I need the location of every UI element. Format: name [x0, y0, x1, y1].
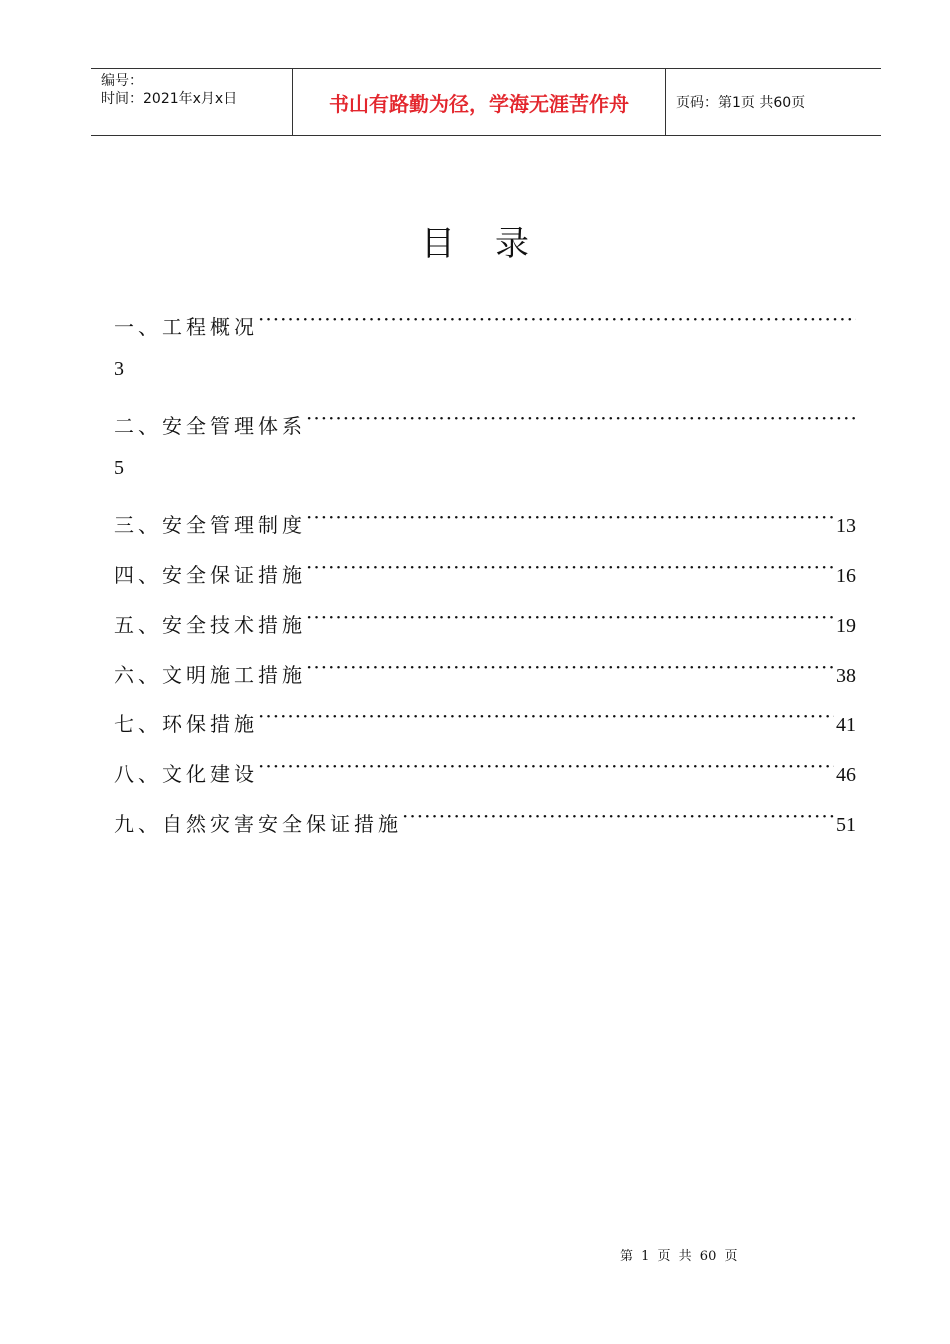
toc-item-label: 七、环保措施: [114, 712, 258, 736]
toc-item-page: 38: [836, 665, 856, 687]
time-label: 时间：2021年x月x日: [101, 91, 238, 107]
toc-leader-dots: [258, 751, 834, 781]
page-title: 目录: [421, 224, 569, 264]
toc-leader-dots: [306, 602, 834, 632]
serial-label: 编号：: [101, 73, 143, 89]
toc-item-label: 九、自然灾害安全保证措施: [114, 812, 402, 836]
page-header: [91, 68, 881, 136]
toc-item-page: 13: [836, 515, 856, 537]
toc-item-label: 三、安全管理制度: [114, 513, 306, 537]
toc-leader-dots: [306, 652, 834, 682]
toc-leader-dots: [402, 801, 834, 831]
toc-item-page: 3: [114, 358, 124, 380]
toc-item[interactable]: [114, 403, 856, 438]
toc-item[interactable]: [114, 701, 856, 736]
toc-item[interactable]: [114, 801, 856, 836]
toc-item[interactable]: [114, 502, 856, 537]
toc-item-page: 19: [836, 615, 856, 637]
header-motto: 书山有路勤为径，学海无涯苦作舟: [293, 69, 666, 135]
toc-item[interactable]: [114, 304, 856, 339]
toc-leader-dots: [306, 502, 834, 532]
toc-item[interactable]: [114, 552, 856, 587]
header-meta-cell: [91, 69, 293, 135]
toc-item[interactable]: [114, 652, 856, 687]
toc-item[interactable]: [114, 751, 856, 786]
toc-item-label: 八、文化建设: [114, 762, 258, 786]
toc-item-label: 六、文明施工措施: [114, 663, 306, 687]
toc-leader-dots: [258, 304, 856, 334]
toc-leader-dots: [306, 403, 856, 433]
page-footer: 第 1 页 共 60 页: [620, 1249, 738, 1264]
toc-leader-dots: [258, 701, 834, 731]
header-page-info: 页码：第1页 共60页: [676, 95, 806, 111]
toc-item-label: 五、安全技术措施: [114, 613, 306, 637]
toc-leader-dots: [306, 552, 834, 582]
toc-item-label: 一、工程概况: [114, 315, 258, 339]
toc-item-page: 5: [114, 457, 124, 479]
toc-item[interactable]: [114, 602, 856, 637]
toc-item-page: 41: [836, 714, 856, 736]
toc-item-label: 四、安全保证措施: [114, 563, 306, 587]
toc-item-page: 51: [836, 814, 856, 836]
toc-item-page: 46: [836, 764, 856, 786]
toc-item-label: 二、安全管理体系: [114, 414, 306, 438]
toc-item-page: 16: [836, 565, 856, 587]
